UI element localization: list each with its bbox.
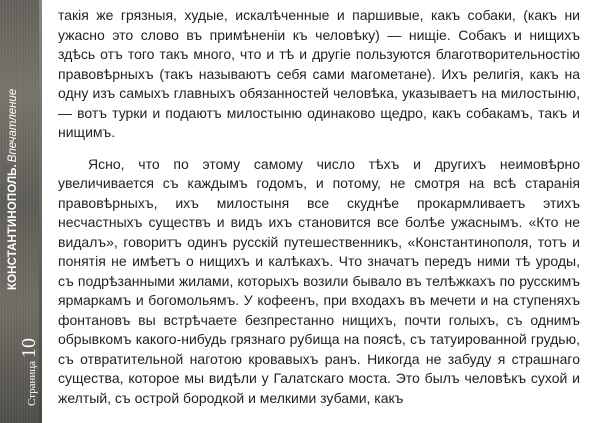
page-indicator [18, 316, 40, 406]
page-label: Страница [26, 360, 38, 406]
article-body [58, 6, 580, 408]
page-number: 10 [18, 337, 40, 358]
paragraph-1: такія же грязныя, худые, искалѣченные и паршивые, какъ собаки, (какъ ни ужасно это слово въ примѣненіи къ человѣку) — нищіе. Собакъ и нищихъ здѣсь отъ того такъ много, что и тѣ и другіе пользуются благотворительностію правовѣрныхъ (такъ называютъ себя сами магометане). Ихъ религія, какъ на одну изъ самыхъ главныхъ обязанностей человѣка, указываетъ на милостыню, — вотъ турки и подаютъ милостыню одинаково щедро, какъ собакамъ, такъ и нищимъ. [58, 7, 580, 140]
paragraph-2: Ясно, что по этому самому число тѣхъ и другихъ неимовѣрно увеличивается съ каждымъ годомъ, и потому, не смотря на всѣ старанія правовѣрныхъ, ихъ милостыня все скуднѣе прокармливаетъ этихъ несчастныхъ существъ и видъ ихъ становится все болѣе ужаснымъ. «Кто не видалъ», говоритъ одинъ русскій путешественникъ, «Константинополя, тотъ и понятія не имѣетъ о нищихъ и калѣкахъ. Что значатъ передъ ними тѣ уроды, съ подрѣзанными жилами, которыхъ возили бывало въ телѣжкахъ по русскимъ ярмаркамъ и богомольямъ. У кофеенъ, при входахъ въ мечети и на ступеняхъ фонтановъ вы встрѣчаете безпрестанно нищихъ, почти голыхъ, съ однимъ обрывкомъ какого-нибудь грязнаго рубища на поясѣ, съ татуированной грудью, съ отвратительной наготою кровавыхъ ранъ. Никогда не забуду я страшнаго существа, которое мы видѣли у Галатскаго моста. Это былъ человѣкъ сухой и желтый, съ острой бородкой и мелкими зубами, какъ [58, 155, 580, 406]
section-title-subtitle: Впечатление [7, 88, 19, 163]
section-title-main: КОНСТАНТИНОПОЛЬ. [7, 164, 19, 290]
sidebar [0, 0, 42, 423]
section-title [4, 50, 22, 290]
